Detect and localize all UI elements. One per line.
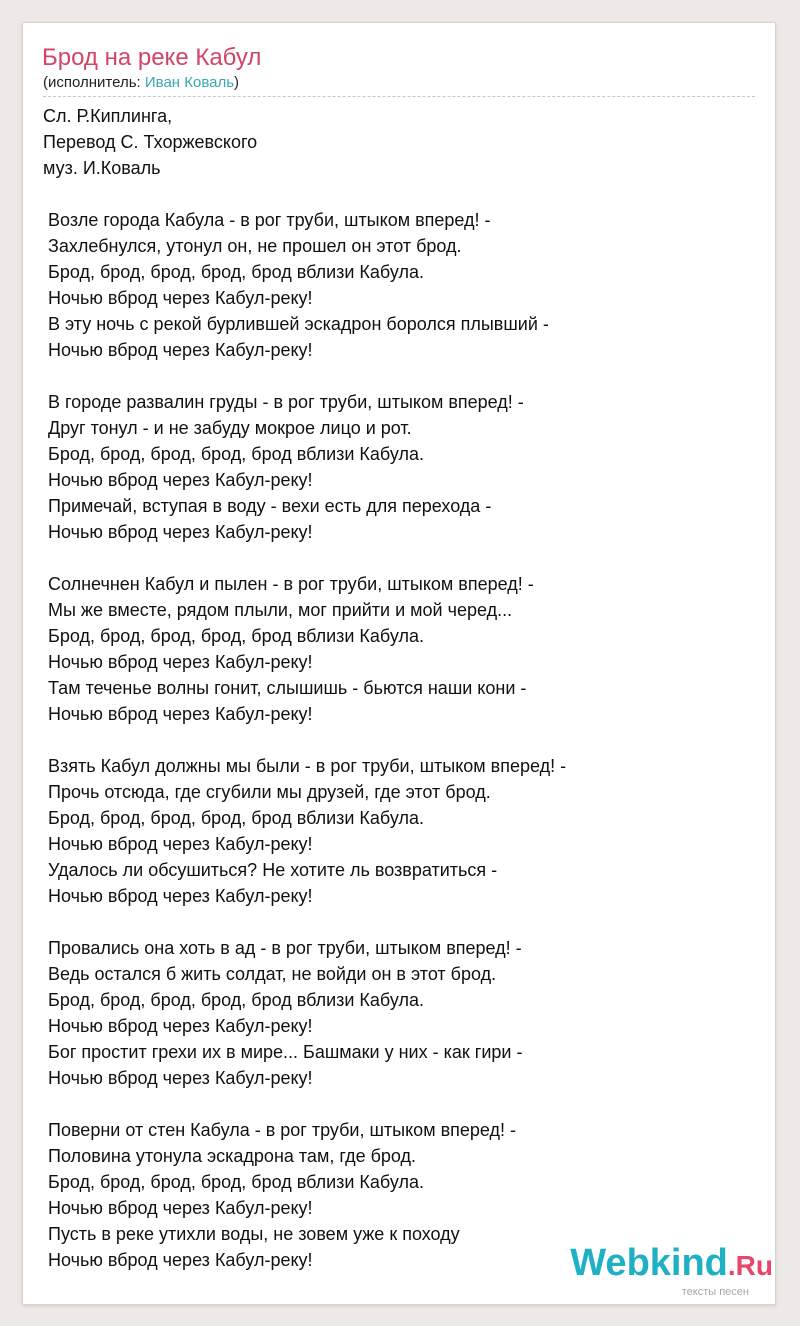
lyric-line: Ночью вброд через Кабул-реку! [48, 522, 313, 542]
lyric-line: Солнечнен Кабул и пылен - в рог труби, штыком вперед! - [48, 574, 534, 594]
lyric-line: Ведь остался б жить солдат, не войди он в этот брод. [48, 964, 497, 984]
artist-line [43, 73, 239, 93]
lyric-line: Ночью вброд через Кабул-реку! [48, 1068, 313, 1088]
lyric-line: Ночью вброд через Кабул-реку! [48, 288, 313, 308]
stanza [48, 935, 566, 1091]
credits [43, 103, 257, 181]
lyrics-body [48, 207, 566, 1299]
lyric-line: Ночью вброд через Кабул-реку! [48, 470, 313, 490]
lyric-line: Ночью вброд через Кабул-реку! [48, 1016, 313, 1036]
lyric-line: Там теченье волны гонит, слышишь - бьются наши кони - [48, 678, 527, 698]
credit-line: Перевод С. Тхоржевского [43, 132, 258, 152]
artist-link[interactable]: Иван Коваль [144, 74, 235, 91]
lyric-line: Бог простит грехи их в мире... Башмаки у них - как гири - [48, 1042, 523, 1062]
lyric-line: Пусть в реке утихли воды, не зовем уже к походу [48, 1224, 460, 1244]
stanza [48, 207, 566, 363]
artist-suffix: ) [234, 74, 240, 91]
lyric-line: Мы же вместе, рядом плыли, мог прийти и мой черед... [48, 600, 513, 620]
logo-tagline: тексты песен [681, 1286, 749, 1298]
lyric-line: Взять Кабул должны мы были - в рог труби, штыком вперед! - [48, 756, 567, 776]
lyric-line: Половина утонула эскадрона там, где брод. [48, 1146, 417, 1166]
lyric-line: Брод, брод, брод, брод, брод вблизи Кабула. [48, 808, 424, 828]
lyric-line: Удалось ли обсушиться? Не хотите ль возвратиться - [48, 860, 498, 880]
lyric-line: Брод, брод, брод, брод, брод вблизи Кабула. [48, 626, 424, 646]
credit-line: муз. И.Коваль [43, 158, 161, 178]
logo-wordmark [570, 1243, 773, 1286]
lyric-line: Ночью вброд через Кабул-реку! [48, 834, 313, 854]
lyric-line: Брод, брод, брод, брод, брод вблизи Кабула. [48, 262, 424, 282]
site-logo[interactable] [570, 1243, 773, 1298]
lyric-line: В эту ночь с рекой бурлившей эскадрон боролся плывший - [48, 314, 549, 334]
lyrics-card [22, 22, 776, 1305]
lyric-line: Захлебнулся, утонул он, не прошел он этот брод. [48, 236, 462, 256]
lyric-line: Друг тонул - и не забуду мокрое лицо и рот. [48, 418, 412, 438]
lyric-line: Ночью вброд через Кабул-реку! [48, 704, 313, 724]
logo-tld: .Ru [727, 1250, 773, 1281]
song-title: Брод на реке Кабул [42, 44, 262, 71]
lyric-line: Ночью вброд через Кабул-реку! [48, 1250, 313, 1270]
lyric-line: Ночью вброд через Кабул-реку! [48, 340, 313, 360]
stanza [48, 571, 566, 727]
stanza [48, 1117, 566, 1273]
lyric-line: Поверни от стен Кабула - в рог труби, штыком вперед! - [48, 1120, 517, 1140]
lyric-line: Ночью вброд через Кабул-реку! [48, 652, 313, 672]
stanza [48, 389, 566, 545]
lyric-line: Прочь отсюда, где сгубили мы друзей, где этот брод. [48, 782, 491, 802]
lyric-line: В городе развалин груды - в рог труби, штыком вперед! - [48, 392, 524, 412]
divider [43, 96, 755, 97]
artist-prefix: (исполнитель: [43, 74, 145, 91]
stanza [48, 753, 566, 909]
lyric-line: Примечай, вступая в воду - вехи есть для перехода - [48, 496, 492, 516]
lyric-line: Возле города Кабула - в рог труби, штыком вперед! - [48, 210, 491, 230]
lyric-line: Брод, брод, брод, брод, брод вблизи Кабула. [48, 1172, 424, 1192]
credit-line: Сл. Р.Киплинга, [43, 106, 173, 126]
lyric-line: Ночью вброд через Кабул-реку! [48, 1198, 313, 1218]
lyric-line: Провались она хоть в ад - в рог труби, штыком вперед! - [48, 938, 522, 958]
logo-name: Webkind [570, 1242, 728, 1284]
lyric-line: Ночью вброд через Кабул-реку! [48, 886, 313, 906]
lyric-line: Брод, брод, брод, брод, брод вблизи Кабула. [48, 444, 424, 464]
lyric-line: Брод, брод, брод, брод, брод вблизи Кабула. [48, 990, 424, 1010]
